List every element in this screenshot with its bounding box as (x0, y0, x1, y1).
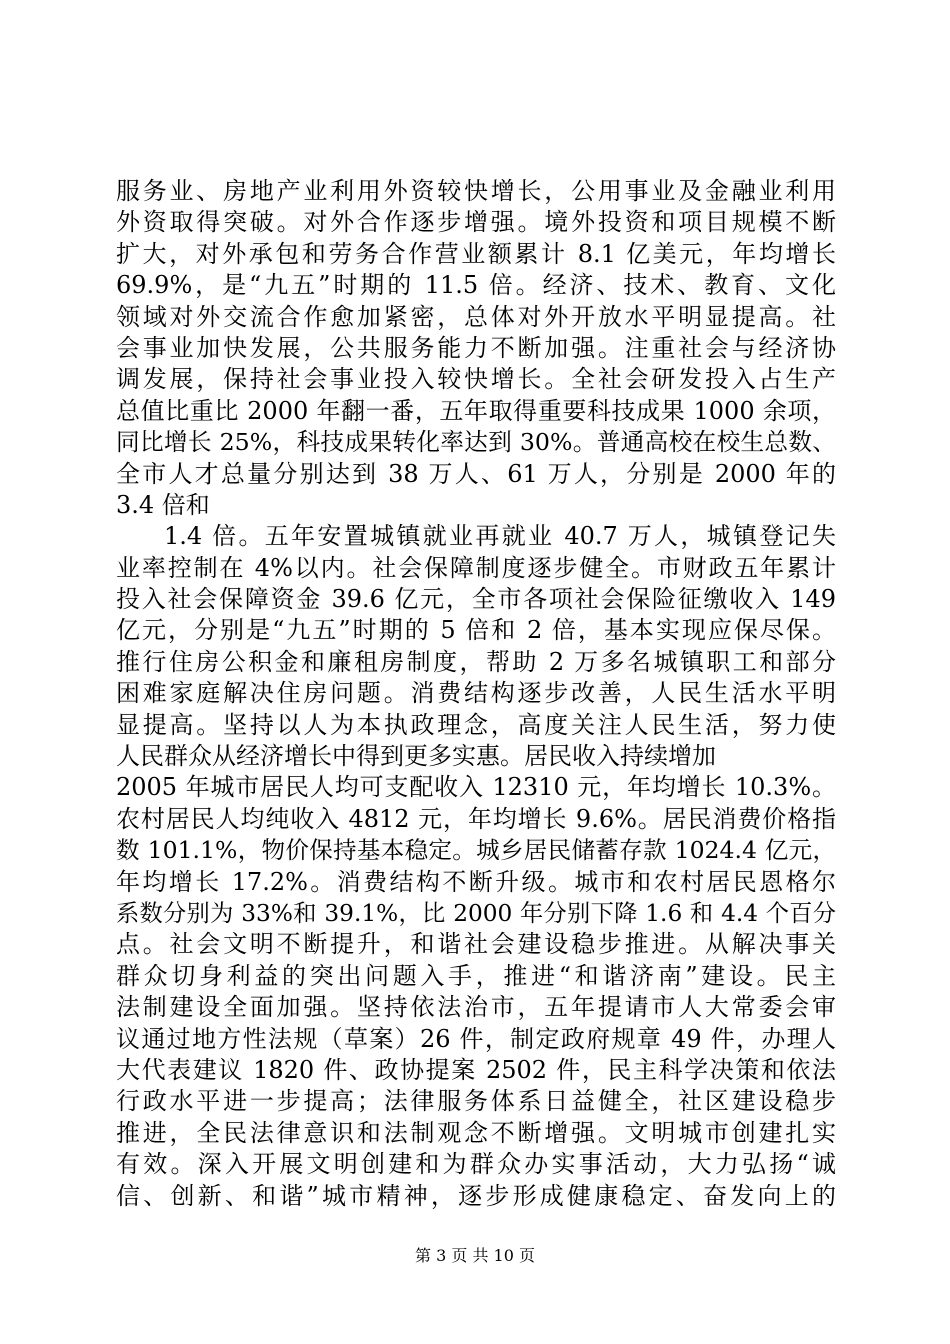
text-line: 亿元，分别是“九五”时期的 5 倍和 2 倍，基本实现应保尽保。 (116, 616, 836, 645)
text-line: 总值比重比 2000 年翻一番，五年取得重要科技成果 1000 余项， (116, 396, 836, 425)
text-line: 推进，全民法律意识和法制观念不断增强。文明城市创建扎实 (116, 1118, 836, 1147)
text-line: 同比增长 25%，科技成果转化率达到 30%。普通高校在校生总数、 (116, 428, 836, 457)
document-body (116, 176, 836, 1212)
text-line: 服务业、房地产业利用外资较快增长，公用事业及金融业利用 (116, 177, 836, 205)
text-line: 点。社会文明不断提升，和谐社会建设稳步推进。从解决事关 (116, 930, 836, 959)
text-line: 数 101.1%，物价保持基本稳定。城乡居民储蓄存款 1024.4 亿元， (116, 836, 836, 865)
text-line: 大代表建议 1820 件、政协提案 2502 件，民主科学决策和依法 (116, 1055, 836, 1084)
text-line: 领域对外交流合作愈加紧密，总体对外开放水平明显提高。社 (116, 302, 836, 331)
text-line: 系数分别为 33%和 39.1%，比 2000 年分别下降 1.6 和 4.4 个百分 (116, 899, 836, 927)
text-line: 法制建设全面加强。坚持依法治市，五年提请市人大常委会审 (116, 993, 836, 1022)
text-line: 有效。深入开展文明创建和为群众办实事活动，大力弘扬“诚 (116, 1150, 836, 1179)
text-line: 行政水平进一步提高；法律服务体系日益健全，社区建设稳步 (116, 1087, 836, 1116)
text-line: 推行住房公积金和廉租房制度，帮助 2 万多名城镇职工和部分 (116, 647, 836, 676)
text-line: 农村居民人均纯收入 4812 元，年均增长 9.6%。居民消费价格指 (116, 804, 836, 833)
text-line: 2005 年城市居民人均可支配收入 12310 元，年均增长 10.3%。 (116, 773, 836, 802)
text-line: 困难家庭解决住房问题。消费结构逐步改善，人民生活水平明 (116, 679, 836, 708)
text-line: 议通过地方性法规（草案）26 件，制定政府规章 49 件，办理人 (116, 1024, 836, 1053)
text-line: 信、创新、和谐”城市精神，逐步形成健康稳定、奋发向上的 (116, 1181, 836, 1210)
text-line: 调发展，保持社会事业投入较快增长。全社会研发投入占生产 (116, 365, 836, 394)
page-number-footer: 第 3 页 共 10 页 (415, 1246, 535, 1265)
text-line: 会事业加快发展，公共服务能力不断加强。注重社会与经济协 (116, 333, 836, 362)
text-line: 全市人才总量分别达到 38 万人、61 万人，分别是 2000 年的 (116, 459, 836, 488)
text-line: 投入社会保障资金 39.6 亿元，全市各项社会保险征缴收入 149 (116, 585, 836, 614)
text-line: 3.4 倍和 (116, 490, 210, 519)
text-line: 外资取得突破。对外合作逐步增强。境外投资和项目规模不断 (116, 208, 836, 237)
text-line: 1.4 倍。五年安置城镇就业再就业 40.7 万人，城镇登记失 (164, 522, 836, 551)
text-line: 年均增长 17.2%。消费结构不断升级。城市和农村居民恩格尔 (116, 867, 836, 896)
text-line: 69.9%，是“九五”时期的 11.5 倍。经济、技术、教育、文化 (116, 271, 836, 300)
text-line: 群众切身利益的突出问题入手，推进“和谐济南”建设。民主 (116, 961, 836, 990)
text-line: 人民群众从经济增长中得到更多实惠。居民收入持续增加 (116, 742, 716, 771)
text-line: 扩大，对外承包和劳务合作营业额累计 8.1 亿美元，年均增长 (116, 239, 836, 268)
text-line: 显提高。坚持以人为本执政理念，高度关注人民生活，努力使 (116, 710, 836, 739)
text-line: 业率控制在 4%以内。社会保障制度逐步健全。市财政五年累计 (116, 553, 836, 582)
